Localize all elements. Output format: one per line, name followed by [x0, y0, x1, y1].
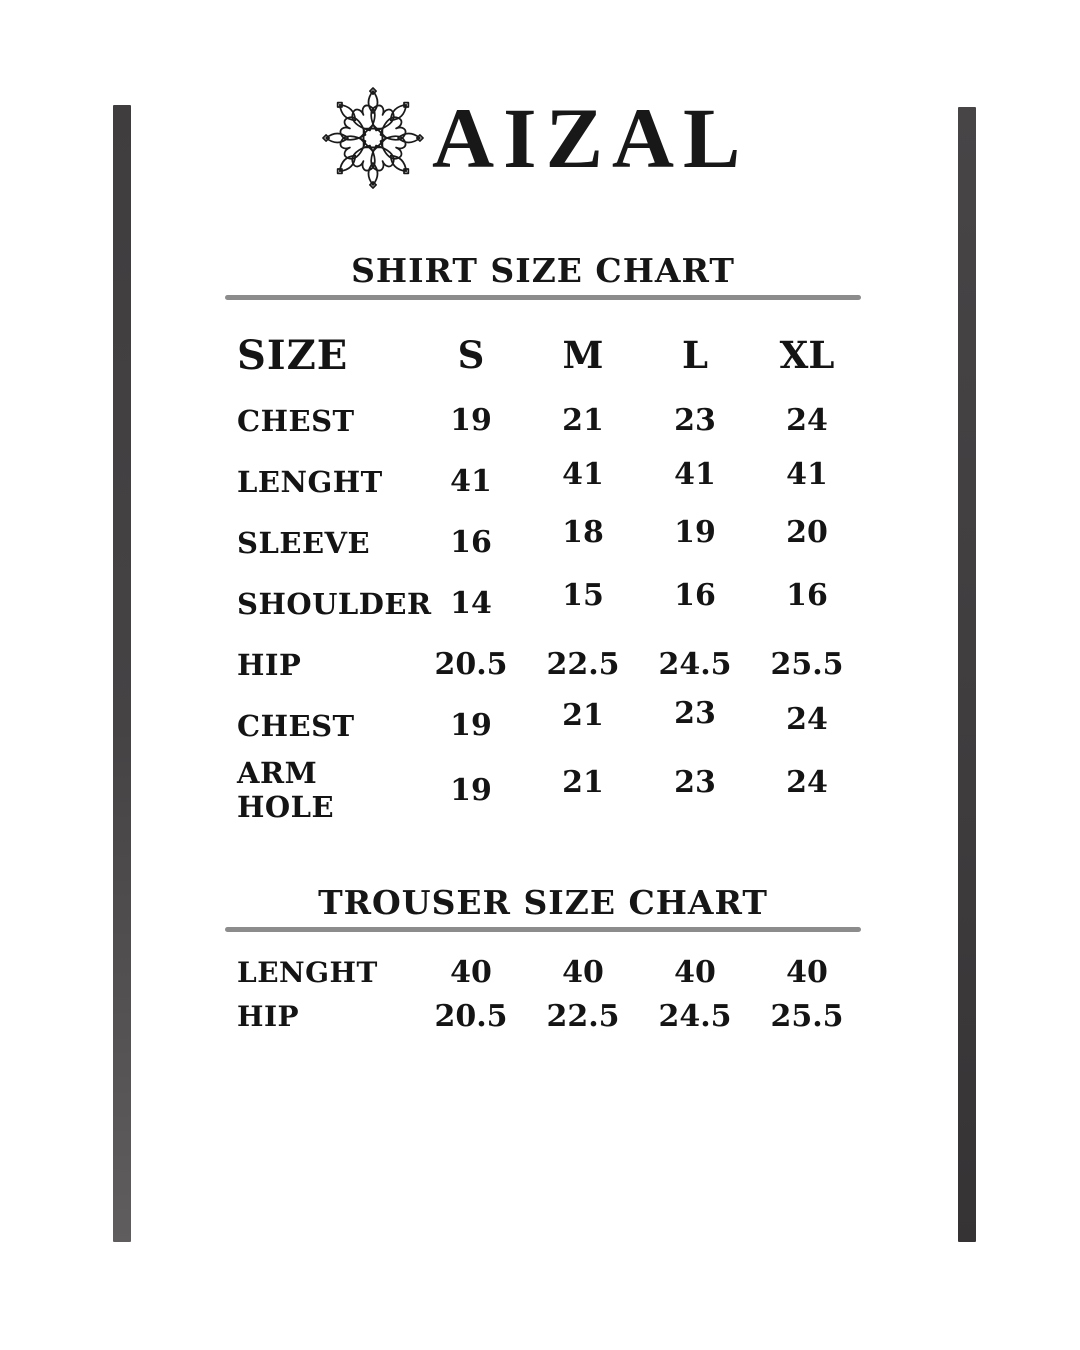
shirt-chart-title: SHIRT SIZE CHART — [351, 251, 735, 290]
table-row-shoulder — [225, 573, 861, 634]
cell-value: 41 — [786, 457, 828, 492]
row-label: LENGHT — [237, 955, 378, 989]
cell-value: 19 — [450, 403, 492, 438]
cell-value: 18 — [562, 515, 604, 550]
size-header-m: M — [562, 333, 604, 377]
cell-value: 21 — [562, 764, 604, 800]
row-label: CHEST — [237, 708, 355, 743]
cell-value: 22.5 — [546, 998, 620, 1034]
row-label: HIP — [237, 999, 300, 1033]
shirt-size-chart-section — [225, 251, 861, 824]
decorative-bar-right — [958, 107, 976, 1242]
cell-value: 23 — [674, 403, 716, 438]
trouser-title-underline — [225, 927, 861, 932]
trouser-table-body — [225, 950, 861, 1038]
table-row-trouser-lenght — [225, 950, 861, 994]
size-header-xl: XL — [779, 333, 835, 377]
trouser-chart-title: TROUSER SIZE CHART — [318, 883, 768, 922]
cell-value: 16 — [674, 578, 716, 613]
row-label: CHEST — [237, 403, 355, 438]
cell-value: 24.5 — [658, 998, 732, 1034]
cell-value: 20.5 — [434, 647, 508, 682]
size-column-header: SIZE — [237, 331, 349, 379]
cell-value: 41 — [450, 464, 492, 499]
cell-value: 21 — [562, 698, 604, 733]
row-label: SHOULDER — [237, 586, 432, 621]
row-label: SLEEVE — [237, 525, 371, 560]
table-row-sleeve — [225, 512, 861, 573]
shirt-title-underline — [225, 295, 861, 300]
shirt-table-header-row — [225, 320, 861, 390]
size-header-s: S — [457, 333, 485, 377]
cell-value: 24.5 — [658, 647, 732, 682]
size-header-l: L — [681, 333, 708, 377]
row-label: LENGHT — [237, 464, 383, 499]
cell-value: 20.5 — [434, 998, 508, 1034]
cell-value: 40 — [562, 954, 604, 990]
cell-value: 40 — [450, 954, 492, 990]
table-row-hip — [225, 634, 861, 695]
cell-value: 24 — [786, 702, 828, 737]
cell-value: 41 — [674, 457, 716, 492]
cell-value: 25.5 — [770, 647, 844, 682]
table-row-chest-2 — [225, 695, 861, 756]
table-row-trouser-hip — [225, 994, 861, 1038]
cell-value: 23 — [674, 696, 716, 731]
brand-name: AIZAL — [432, 90, 750, 186]
row-label: ARM HOLE — [237, 756, 335, 824]
cell-value: 16 — [450, 525, 492, 560]
cell-value: 24 — [786, 764, 828, 800]
table-row-chest — [225, 390, 861, 451]
trouser-size-chart-section — [225, 884, 861, 1038]
cell-value: 16 — [786, 578, 828, 613]
cell-value: 21 — [562, 403, 604, 438]
cell-value: 19 — [450, 708, 492, 743]
row-label: HIP — [237, 647, 302, 682]
mandala-logo-icon — [322, 87, 424, 189]
brand-logo — [322, 86, 749, 190]
cell-value: 19 — [450, 772, 492, 808]
table-row-arm-hole — [225, 756, 861, 824]
cell-value: 25.5 — [770, 998, 844, 1034]
cell-value: 24 — [786, 403, 828, 438]
cell-value: 14 — [450, 586, 492, 621]
cell-value: 15 — [562, 578, 604, 613]
table-row-lenght — [225, 451, 861, 512]
cell-value: 19 — [674, 515, 716, 550]
decorative-bar-left — [113, 105, 131, 1242]
cell-value: 40 — [674, 954, 716, 990]
cell-value: 40 — [786, 954, 828, 990]
cell-value: 22.5 — [546, 647, 620, 682]
shirt-table-body — [225, 390, 861, 824]
cell-value: 20 — [786, 515, 828, 550]
cell-value: 41 — [562, 457, 604, 492]
cell-value: 23 — [674, 764, 716, 800]
